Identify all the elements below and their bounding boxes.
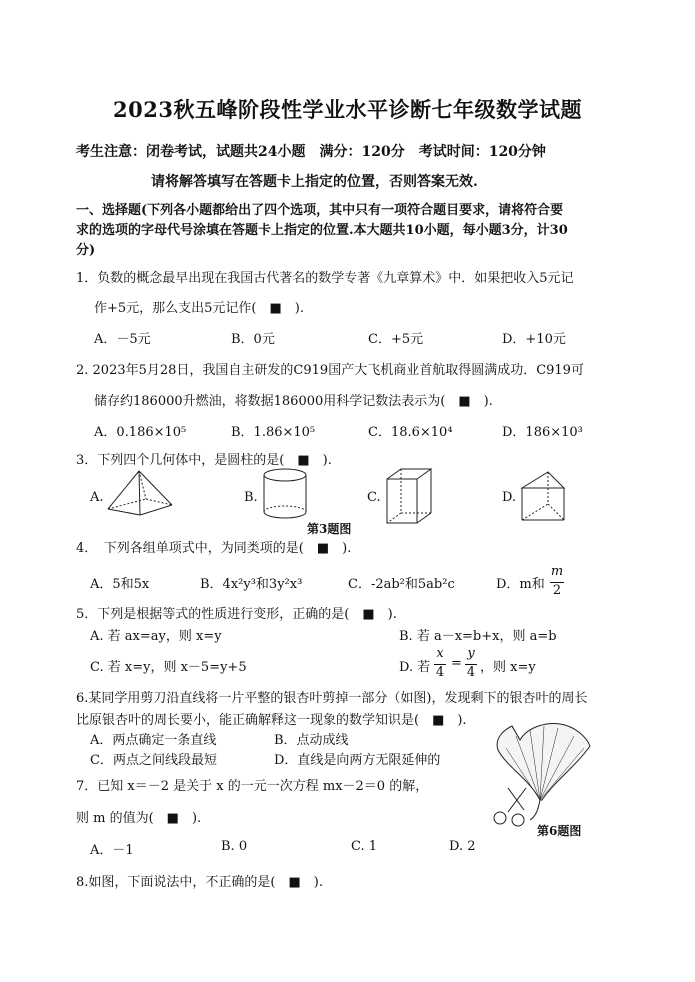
question-2-stem: 2. 2023年5月28日，我国自主研发的C919国产大飞机商业首航取得圆满成功．C919可	[76, 363, 584, 378]
question-7-option-c: C. 1	[351, 839, 378, 854]
question-5-stem: 5．下列是根据等式的性质进行变形，正确的是( ■ ).	[76, 607, 397, 622]
question-5-option-b: B. 若 a－x=b+x，则 a=b	[399, 629, 557, 644]
question-5-option-a: A. 若 ax=ay，则 x=y	[90, 629, 222, 644]
page-title: 2023秋五峰阶段性学业水平诊断七年级数学试题	[113, 97, 582, 122]
question-4-fraction-denominator: 2	[552, 583, 562, 598]
question-1-option-b: B．0元	[231, 332, 275, 347]
question-7-option-b: B. 0	[221, 839, 248, 854]
question-3-option-b: B.	[244, 490, 258, 505]
question-3-option-a: A.	[90, 490, 104, 505]
exam-notice: 考生注意：闭卷考试，试题共24小题 满分：120分 考试时间：120分钟	[76, 144, 546, 160]
question-5-fraction2-numerator: y	[467, 646, 475, 661]
question-1-option-c: C．+5元	[368, 332, 424, 347]
question-5-option-c: C. 若 x=y，则 x－5=y+5	[90, 660, 247, 675]
question-3-stem: 3．下列四个几何体中，是圆柱的是( ■ ).	[76, 453, 332, 468]
question-1-stem: 1．负数的概念最早出现在我国古代著名的数学专著《九章算术》中．如果把收入5元记	[76, 271, 574, 286]
question-5-fraction1-denominator: 4	[435, 665, 445, 680]
question-7-stem: 7．已知 x＝－2 是关于 x 的一元一次方程 mx－2＝0 的解，	[76, 779, 429, 794]
question-3-option-c: C.	[367, 490, 381, 505]
section-1-heading-line3: 分)	[76, 243, 96, 258]
triangular-prism-icon	[520, 470, 566, 522]
question-2-option-b: B．1.86×10⁵	[231, 425, 316, 440]
section-1-heading-line2: 求的选项的字母代号涂填在答题卡上指定的位置.本大题共10小题，每小题3分，计30	[76, 223, 568, 238]
question-8-stem: 8.如图，下面说法中，不正确的是( ■ ).	[76, 875, 323, 890]
question-1-stem-line2: 作+5元，那么支出5元记作( ■ ).	[94, 301, 304, 316]
question-2-stem-line2: 储存约186000升燃油，将数据186000用科学记数法表示为( ■ ).	[94, 394, 493, 409]
cylinder-icon	[262, 467, 308, 521]
question-5-fraction2-denominator: 4	[466, 665, 476, 680]
question-5-fraction1-numerator: x	[436, 646, 444, 661]
question-6-option-d: D．直线是向两方无限延伸的	[274, 753, 441, 768]
question-4-option-b: B．4x²y³和3y²x³	[200, 577, 303, 592]
question-6-option-a: A．两点确定一条直线	[90, 733, 217, 748]
section-1-heading: 一、选择题(下列各小题都给出了四个选项，其中只有一项符合题目要求，请将符合要	[76, 203, 564, 218]
rectangular-prism-icon	[385, 467, 435, 525]
question-4-fraction-numerator: m	[550, 564, 564, 579]
question-6-stem: 6.某同学用剪刀沿直线将一片平整的银杏叶剪掉一部分（如图)，发现剩下的银杏叶的周长	[76, 691, 588, 706]
question-7-option-a: A．－1	[90, 843, 134, 858]
question-5-option-d-tail: ，则 x=y	[480, 660, 536, 675]
question-7-option-d: D. 2	[449, 839, 476, 854]
figure-6-caption: 第6题图	[537, 824, 582, 838]
question-5-option-d: D. 若	[399, 660, 431, 675]
question-3-option-d: D.	[502, 490, 517, 505]
question-5-equals: =	[451, 656, 462, 671]
question-2-option-a: A．0.186×10⁵	[94, 425, 187, 440]
question-4-option-c: C．-2ab²和5ab²c	[348, 577, 455, 592]
question-1-option-d: D．+10元	[502, 332, 566, 347]
question-7-stem-line2: 则 m 的值为( ■ ).	[76, 811, 202, 826]
question-6-option-c: C．两点之间线段最短	[90, 753, 217, 768]
ginkgo-leaf-scissors-icon	[486, 716, 598, 832]
figure-3-caption: 第3题图	[307, 522, 352, 536]
question-6-stem-line2: 比原银杏叶的周长要小，能正确解释这一现象的数学知识是( ■ ).	[76, 713, 467, 728]
question-2-option-c: C．18.6×10⁴	[368, 425, 453, 440]
question-4-stem: 4． 下列各组单项式中，为同类项的是( ■ ).	[76, 541, 352, 556]
question-1-option-a: A．－5元	[94, 332, 151, 347]
answer-instruction: 请将解答填写在答题卡上指定的位置，否则答案无效.	[151, 174, 478, 190]
question-6-option-b: B．点动成线	[274, 733, 349, 748]
pyramid-icon	[106, 469, 176, 519]
question-4-option-a: A．5和5x	[90, 577, 150, 592]
question-4-option-d: D．m和	[496, 577, 545, 592]
question-2-option-d: D．186×10³	[502, 425, 583, 440]
